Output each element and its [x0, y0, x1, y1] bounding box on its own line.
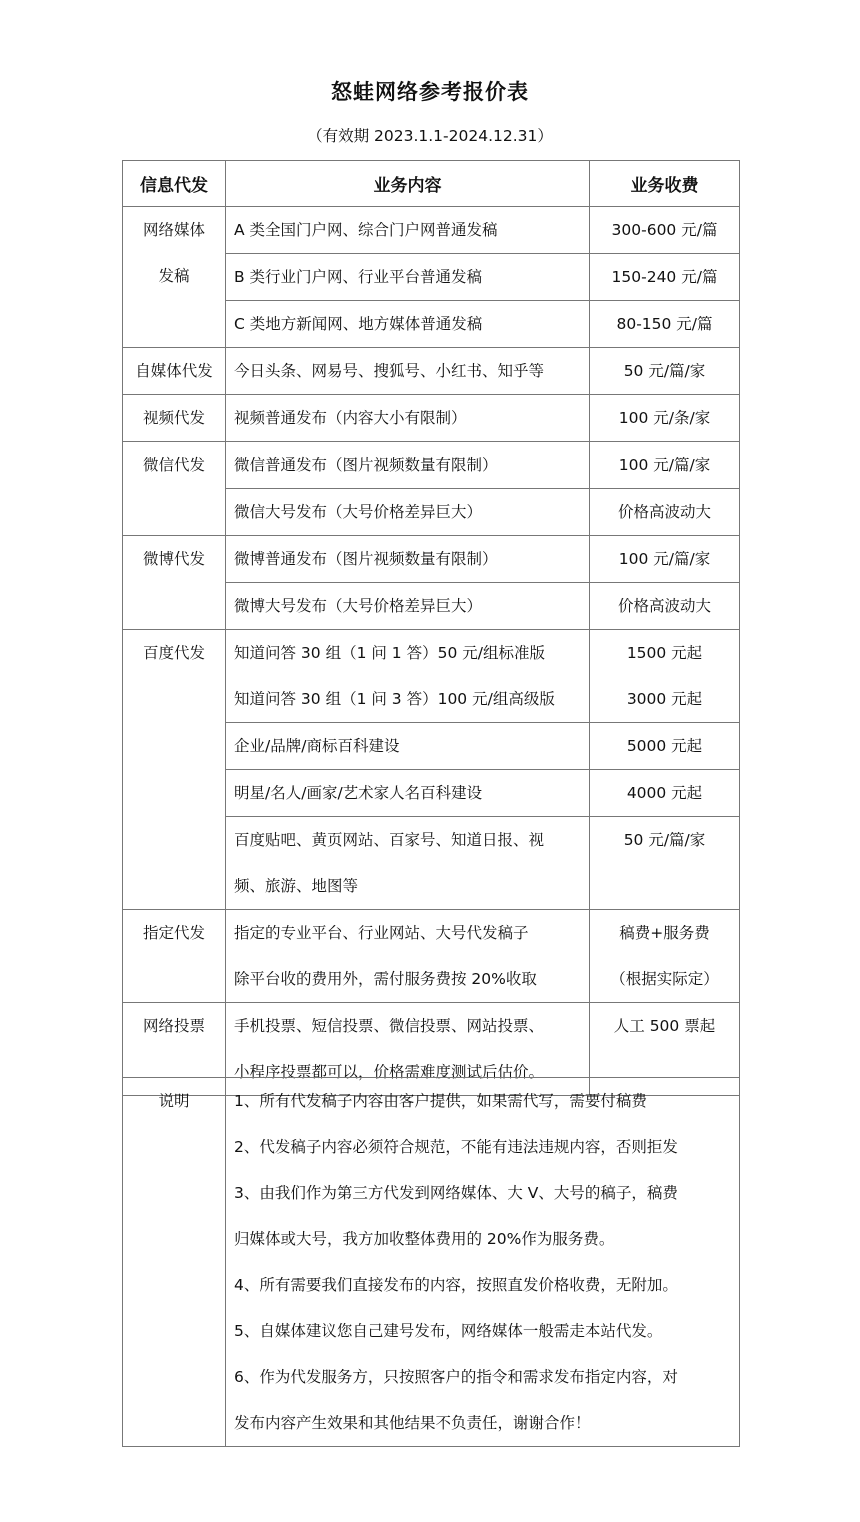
- note-line: 1、所有代发稿子内容由客户提供，如果需代写，需要付稿费: [234, 1092, 647, 1110]
- content-cell: [226, 207, 590, 254]
- category-cell: [123, 442, 226, 536]
- price-text: 100 元/条/家: [618, 409, 711, 427]
- price-text: 50 元/篇/家: [623, 831, 706, 849]
- header-price: 业务收费: [590, 161, 740, 207]
- content-cell: [226, 583, 590, 630]
- table-row: [123, 442, 740, 489]
- content-cell: [226, 817, 590, 910]
- price-cell: [590, 817, 740, 910]
- content-text: 微博大号发布（大号价格差异巨大）: [234, 597, 483, 615]
- price-cell: [590, 630, 740, 723]
- price-cell: [590, 442, 740, 489]
- price-cell: [590, 348, 740, 395]
- category-label: 网络媒体: [142, 221, 205, 239]
- notes-table: [122, 1077, 740, 1447]
- table-row: [123, 910, 740, 1003]
- content-text: 明星/名人/画家/艺术家人名百科建设: [234, 784, 483, 802]
- content-cell: [226, 770, 590, 817]
- category-cell: [123, 630, 226, 910]
- price-text: 4000 元起: [626, 784, 703, 802]
- content-text: 微博普通发布（图片视频数量有限制）: [234, 550, 498, 568]
- header-content: 业务内容: [226, 161, 590, 207]
- category-cell: [123, 910, 226, 1003]
- note-line: 4、所有需要我们直接发布的内容，按照直发价格收费，无附加。: [234, 1276, 678, 1294]
- price-cell: [590, 910, 740, 1003]
- notes-label: 说明: [158, 1092, 190, 1110]
- price-text: 100 元/篇/家: [618, 550, 711, 568]
- note-line: 归媒体或大号，我方加收整体费用的 20%作为服务费。: [234, 1230, 615, 1248]
- note-line: 2、代发稿子内容必须符合规范，不能有违法违规内容，否则拒发: [234, 1138, 678, 1156]
- price-cell: [590, 770, 740, 817]
- price-text: 5000 元起: [626, 737, 703, 755]
- content-cell: [226, 536, 590, 583]
- content-cell: [226, 348, 590, 395]
- content-text: 视频普通发布（内容大小有限制）: [234, 409, 467, 427]
- category-label: 百度代发: [142, 644, 205, 662]
- price-text: 3000 元起: [626, 690, 703, 708]
- price-cell: [590, 723, 740, 770]
- content-cell: [226, 301, 590, 348]
- content-text: 今日头条、网易号、搜狐号、小红书、知乎等: [234, 362, 545, 380]
- category-cell: [123, 395, 226, 442]
- category-cell: [123, 207, 226, 348]
- content-cell: [226, 254, 590, 301]
- content-cell: [226, 442, 590, 489]
- price-text: 价格高波动大: [617, 597, 711, 615]
- note-line: 5、自媒体建议您自己建号发布，网络媒体一般需走本站代发。: [234, 1322, 663, 1340]
- price-text: 100 元/篇/家: [618, 456, 711, 474]
- price-text: 300-600 元/篇: [611, 221, 718, 239]
- category-label: 网络投票: [142, 1017, 205, 1035]
- price-cell: [590, 489, 740, 536]
- price-cell: [590, 395, 740, 442]
- content-text: 手机投票、短信投票、微信投票、网站投票、: [234, 1017, 545, 1035]
- content-text: A 类全国门户网、综合门户网普通发稿: [234, 221, 498, 239]
- table-row: [123, 536, 740, 583]
- note-line: 6、作为代发服务方，只按照客户的指令和需求发布指定内容，对: [234, 1368, 678, 1386]
- price-cell: [590, 536, 740, 583]
- category-cell: [123, 536, 226, 630]
- category-cell: [123, 348, 226, 395]
- document-title: 怒蛙网络参考报价表: [331, 80, 529, 104]
- header-category: 信息代发: [123, 161, 226, 207]
- price-cell: [590, 583, 740, 630]
- table-header-row: [123, 161, 740, 207]
- notes-label-cell: [123, 1078, 226, 1447]
- content-text: 除平台收的费用外，需付服务费按 20%收取: [234, 970, 537, 988]
- content-text: 百度贴吧、黄页网站、百家号、知道日报、视: [234, 831, 545, 849]
- content-cell: [226, 910, 590, 1003]
- content-text: 企业/品牌/商标百科建设: [234, 737, 400, 755]
- price-table: [122, 160, 740, 1096]
- validity-period: （有效期 2023.1.1-2024.12.31）: [307, 127, 553, 145]
- price-cell: [590, 254, 740, 301]
- price-text: 1500 元起: [626, 644, 703, 662]
- content-text: 小程序投票都可以，价格需难度测试后估价。: [234, 1063, 545, 1081]
- content-text: 知道问答 30 组（1 问 1 答）50 元/组标准版: [234, 644, 545, 662]
- notes-body: [226, 1078, 740, 1447]
- content-text: 频、旅游、地图等: [234, 877, 359, 895]
- price-text: 价格高波动大: [617, 503, 711, 521]
- category-label: 微信代发: [142, 456, 205, 474]
- content-text: 微信大号发布（大号价格差异巨大）: [234, 503, 483, 521]
- category-label: 自媒体代发: [135, 362, 213, 380]
- content-text: B 类行业门户网、行业平台普通发稿: [234, 268, 483, 286]
- content-cell: [226, 489, 590, 536]
- price-cell: [590, 301, 740, 348]
- price-text: 50 元/篇/家: [623, 362, 706, 380]
- table-row: [123, 207, 740, 254]
- price-text: 人工 500 票起: [613, 1017, 716, 1035]
- price-text: （根据实际定）: [610, 970, 719, 988]
- notes-row: [123, 1078, 740, 1447]
- price-text: 稿费+服务费: [619, 924, 710, 942]
- content-text: 微信普通发布（图片视频数量有限制）: [234, 456, 498, 474]
- table-row: [123, 348, 740, 395]
- category-label: 微博代发: [142, 550, 205, 568]
- note-line: 3、由我们作为第三方代发到网络媒体、大 V、大号的稿子，稿费: [234, 1184, 678, 1202]
- content-text: 指定的专业平台、行业网站、大号代发稿子: [234, 924, 529, 942]
- content-text: 知道问答 30 组（1 问 3 答）100 元/组高级版: [234, 690, 555, 708]
- content-cell: [226, 630, 590, 723]
- category-label: 发稿: [158, 267, 190, 285]
- price-cell: [590, 207, 740, 254]
- table-row: [123, 630, 740, 723]
- category-label: 视频代发: [142, 409, 205, 427]
- price-text: 80-150 元/篇: [616, 315, 713, 333]
- content-cell: [226, 723, 590, 770]
- category-label: 指定代发: [142, 924, 205, 942]
- content-cell: [226, 395, 590, 442]
- note-line: 发布内容产生效果和其他结果不负责任，谢谢合作！: [234, 1414, 591, 1432]
- price-text: 150-240 元/篇: [611, 268, 718, 286]
- content-text: C 类地方新闻网、地方媒体普通发稿: [234, 315, 483, 333]
- table-row: [123, 395, 740, 442]
